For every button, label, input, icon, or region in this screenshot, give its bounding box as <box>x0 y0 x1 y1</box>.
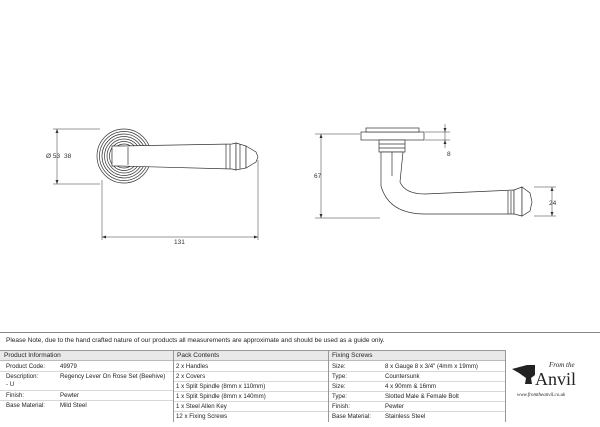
product-info-value: Mild Steel <box>60 402 87 409</box>
table-divider <box>328 350 329 422</box>
fixing-screws-label: Size: <box>332 383 346 390</box>
pack-contents-item: 1 x Split Spindle (8mm x 110mm) <box>176 383 266 390</box>
product-info-label: Description: <box>6 373 39 380</box>
fixing-screws-value: 4 x 90mm & 16mm <box>385 383 437 390</box>
fixing-screws-header: Fixing Screws <box>328 351 505 361</box>
pack-contents-item: 1 x Steel Allen Key <box>176 403 227 410</box>
table-divider <box>173 350 174 422</box>
fixing-screws-label: Type: <box>332 393 347 400</box>
fixing-screws-value: Slotted Male & Female Bolt <box>385 393 459 400</box>
dim-grip: 24 <box>549 200 557 207</box>
pack-contents-header: Pack Contents <box>173 351 328 361</box>
anvil-icon <box>512 365 535 384</box>
fixing-screws-value: 8 x Gauge 8 x 3/4" (4mm x 19mm) <box>385 363 478 370</box>
front-view-lever <box>112 143 258 170</box>
pack-contents-item: 2 x Covers <box>176 373 206 380</box>
product-info-label: Finish: <box>6 392 24 399</box>
pack-contents-item: 1 x Split Spindle (8mm x 140mm) <box>176 393 266 400</box>
product-information-header: Product Information <box>0 351 173 361</box>
side-view-lever <box>381 152 532 216</box>
product-info-value: - U <box>6 381 15 388</box>
fixing-screws-label: Type: <box>332 373 347 380</box>
product-info-value: Pewter <box>60 392 79 399</box>
fixing-screws-label: Finish: <box>332 403 350 410</box>
pack-contents-item: 2 x Handles <box>176 363 209 370</box>
pack-contents-table <box>173 350 328 422</box>
dim-rose-height: 38 <box>64 153 72 160</box>
fixing-screws-label: Base Material: <box>332 413 371 420</box>
dim-rose-diameter: Ø 53 <box>46 153 61 160</box>
product-info-value: Regency Lever On Rose Set (Beehive) <box>60 373 166 380</box>
fixing-screws-value: Pewter <box>385 403 404 410</box>
dim-rose-depth: 8 <box>447 151 451 158</box>
product-info-label: Product Code: <box>6 363 45 370</box>
fixing-screws-value: Countersunk <box>385 373 420 380</box>
footer-top-border <box>0 332 600 333</box>
product-info-value: 49979 <box>60 363 77 370</box>
disclaimer-note: Please Note, due to the hand crafted nature of our products all measurements are approximate and should be used as a guide only. <box>6 337 385 344</box>
dimension-arrows <box>56 128 554 239</box>
side-view-rose <box>361 128 424 152</box>
product-info-label: Base Material: <box>6 402 45 409</box>
logo-brand: Anvil <box>535 369 577 389</box>
pack-contents-item: 12 x Fixing Screws <box>176 413 228 420</box>
dim-projection: 67 <box>314 173 322 180</box>
logo-from-the: From the <box>549 361 575 369</box>
fixing-screws-label: Size: <box>332 363 346 370</box>
fixing-screws-value: Stainless Steel <box>385 413 426 420</box>
dim-length: 131 <box>174 239 185 246</box>
from-the-anvil-logo <box>505 351 600 422</box>
logo-url: www.fromtheanvil.co.uk <box>517 393 566 398</box>
fixing-screws-table <box>328 350 505 422</box>
product-information-table <box>0 350 173 422</box>
